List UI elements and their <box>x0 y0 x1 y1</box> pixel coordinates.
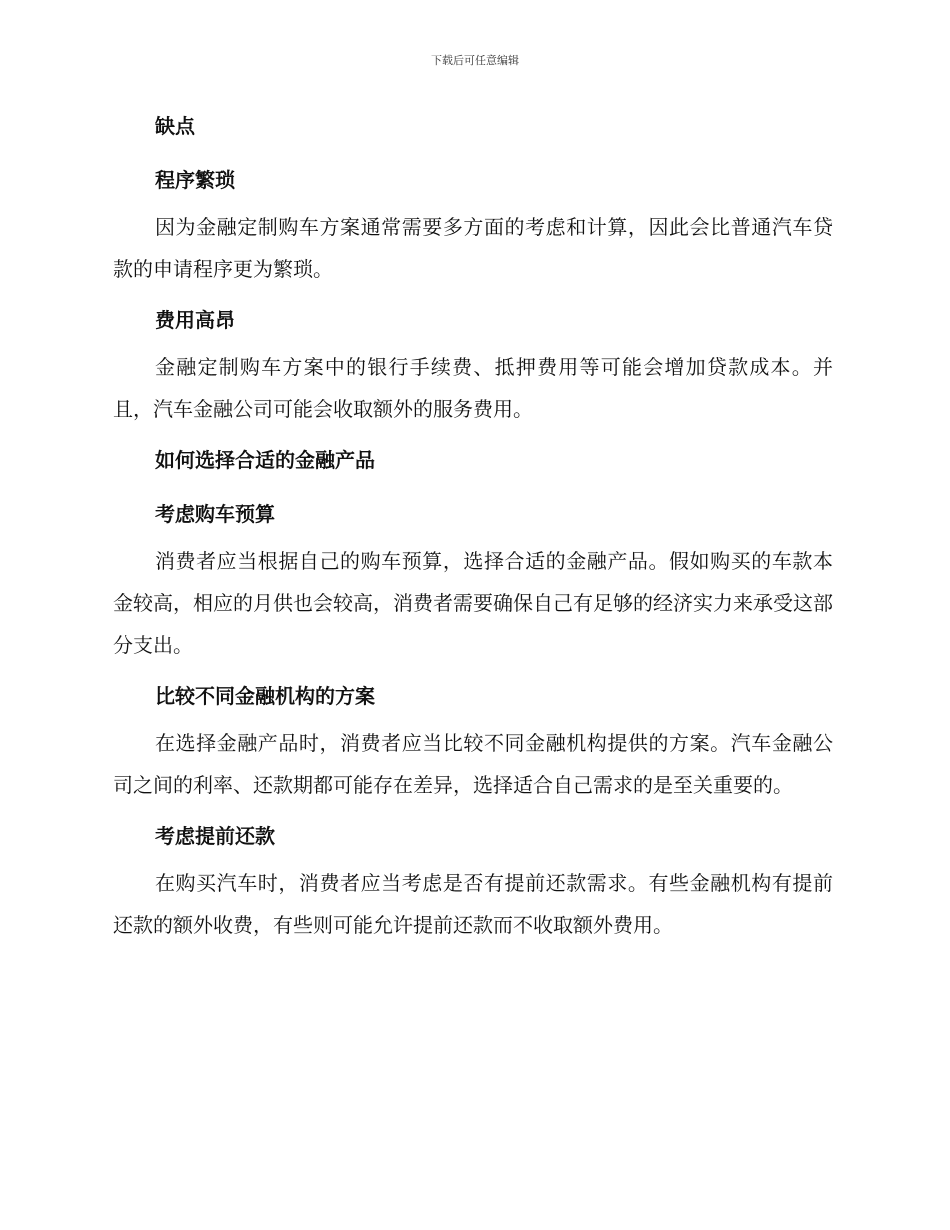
subheading-compare-institutions: 比较不同金融机构的方案 <box>155 684 375 708</box>
section-heading-disadvantages: 缺点 <box>155 114 195 138</box>
paragraph-early-repayment: 在购买汽车时，消费者应当考虑是否有提前还款需求。有些金融机构有提前还款的额外收费，有些则可能允许提前还款而不收取额外费用。 <box>113 871 833 937</box>
subheading-budget: 考虑购车预算 <box>155 502 275 526</box>
paragraph-budget: 消费者应当根据自己的购车预算，选择合适的金融产品。假如购买的车款本金较高，相应的月供也会较高，消费者需要确保自己有足够的经济实力来承受这部分支出。 <box>113 549 833 657</box>
paragraph-high-cost: 金融定制购车方案中的银行手续费、抵押费用等可能会增加贷款成本。并且，汽车金融公司可能会收取额外的服务费用。 <box>113 355 833 421</box>
subheading-high-cost: 费用高昂 <box>155 308 235 332</box>
section-heading-choose-product: 如何选择合适的金融产品 <box>155 448 375 472</box>
subheading-early-repayment: 考虑提前还款 <box>155 824 275 848</box>
document-body <box>113 108 833 958</box>
paragraph-compare-institutions: 在选择金融产品时，消费者应当比较不同金融机构提供的方案。汽车金融公司之间的利率、还款期都可能存在差异，选择适合自己需求的是至关重要的。 <box>113 731 833 797</box>
page-header: 下载后可任意编辑 <box>431 54 519 67</box>
paragraph-complex-procedure: 因为金融定制购车方案通常需要多方面的考虑和计算，因此会比普通汽车贷款的申请程序更为繁琐。 <box>113 215 833 281</box>
subheading-complex-procedure: 程序繁琐 <box>155 168 235 192</box>
